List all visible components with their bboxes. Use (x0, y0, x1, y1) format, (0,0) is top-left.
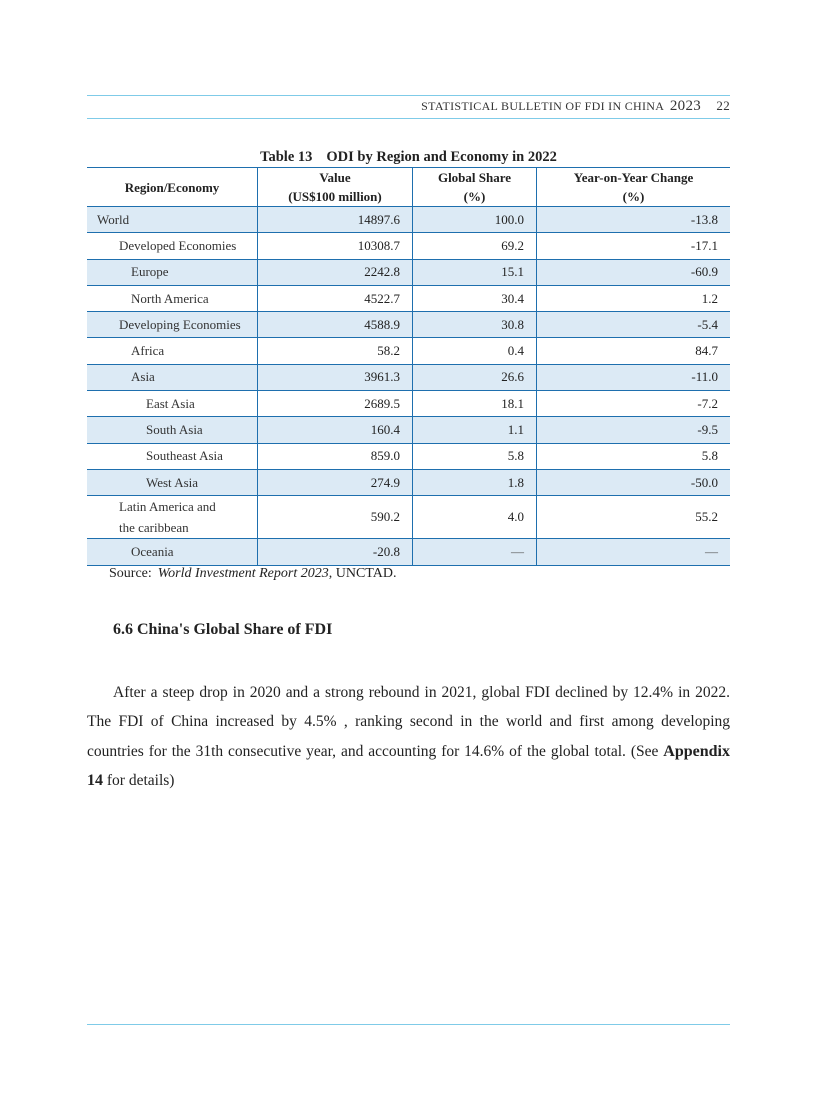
running-header (421, 98, 730, 115)
row-change: — (537, 539, 730, 565)
row-name: Oceania (87, 539, 258, 565)
table-row (87, 496, 730, 539)
paragraph-text: After a steep drop in 2020 and a strong rebound in 2021, global FDI declined by 12.4% in 2022. The FDI of China increased by 4.5% , ranking second in the world and first among developing countries for the 31th consecutive year, and accounting for 14.6% of the global total. (See (87, 683, 730, 760)
row-value: 160.4 (258, 417, 413, 443)
row-value: 274.9 (258, 469, 413, 495)
row-change: 55.2 (537, 496, 730, 539)
row-change: -11.0 (537, 364, 730, 390)
row-name: East Asia (87, 391, 258, 417)
row-value: 4588.9 (258, 312, 413, 338)
row-share: 30.4 (412, 285, 536, 311)
table-title (87, 149, 730, 166)
table-source (109, 566, 396, 582)
row-name-line1: Latin America and (119, 499, 216, 515)
row-change: -50.0 (537, 469, 730, 495)
appendix-reference: Appendix 14 (87, 742, 730, 789)
row-share: 4.0 (412, 496, 536, 539)
odi-table (87, 167, 730, 566)
table-row (87, 364, 730, 390)
column-header-change: Year-on-Year Change (537, 168, 730, 188)
row-value: 4522.7 (258, 285, 413, 311)
table-row (87, 259, 730, 285)
row-share: 0.4 (412, 338, 536, 364)
table-row (87, 312, 730, 338)
table-number: Table 13 (260, 149, 313, 165)
row-change: -17.1 (537, 233, 730, 259)
source-publisher: , UNCTAD. (328, 566, 397, 581)
table-row (87, 207, 730, 233)
row-change: 1.2 (537, 285, 730, 311)
row-name: Asia (87, 364, 258, 390)
section-heading: 6.6 China's Global Share of FDI (113, 621, 333, 638)
table-row (87, 338, 730, 364)
source-label: Source: (109, 566, 152, 581)
row-name: Developed Economies (87, 233, 258, 259)
header-year: 2023 (669, 98, 702, 114)
row-share: 26.6 (412, 364, 536, 390)
row-value: -20.8 (258, 539, 413, 565)
column-header-value-unit: (US$100 million) (258, 187, 413, 207)
paragraph-text-end: for details) (103, 772, 175, 789)
column-header-share: Global Share (412, 168, 536, 188)
row-value: 590.2 (258, 496, 413, 539)
row-name: West Asia (87, 469, 258, 495)
row-name: South Asia (87, 417, 258, 443)
table-row (87, 539, 730, 565)
row-name: Africa (87, 338, 258, 364)
column-header-region: Region/Economy (87, 168, 258, 207)
table-row (87, 391, 730, 417)
row-share: 5.8 (412, 443, 536, 469)
row-share: 1.1 (412, 417, 536, 443)
row-share: — (412, 539, 536, 565)
row-value: 2242.8 (258, 259, 413, 285)
row-name: Southeast Asia (87, 443, 258, 469)
body-paragraph (87, 678, 730, 796)
table-row (87, 469, 730, 495)
column-header-value: Value (258, 168, 413, 188)
table-row (87, 233, 730, 259)
row-share: 69.2 (412, 233, 536, 259)
row-share: 15.1 (412, 259, 536, 285)
header-title: STATISTICAL BULLETIN OF FDI IN CHINA (421, 99, 664, 113)
page-number: 22 (716, 98, 730, 113)
row-name: Developing Economies (87, 312, 258, 338)
column-header-change-unit: (%) (537, 187, 730, 207)
row-change: -60.9 (537, 259, 730, 285)
row-value: 10308.7 (258, 233, 413, 259)
header-rule-top (87, 95, 730, 96)
row-value: 2689.5 (258, 391, 413, 417)
row-change: -5.4 (537, 312, 730, 338)
table-row (87, 417, 730, 443)
row-share: 100.0 (412, 207, 536, 233)
row-value: 3961.3 (258, 364, 413, 390)
row-value: 14897.6 (258, 207, 413, 233)
source-publication: World Investment Report 2023 (157, 566, 329, 581)
header-rule-bottom (87, 118, 730, 119)
row-name (87, 496, 258, 539)
column-header-share-unit: (%) (412, 187, 536, 207)
row-name-line2: the caribbean (119, 520, 189, 536)
footer-rule (87, 1024, 730, 1025)
row-value: 58.2 (258, 338, 413, 364)
table-caption: ODI by Region and Economy in 2022 (326, 149, 557, 165)
row-change: -13.8 (537, 207, 730, 233)
row-share: 30.8 (412, 312, 536, 338)
row-share: 18.1 (412, 391, 536, 417)
table-row (87, 285, 730, 311)
table-row (87, 443, 730, 469)
row-change: 84.7 (537, 338, 730, 364)
row-change: -7.2 (537, 391, 730, 417)
row-change: 5.8 (537, 443, 730, 469)
row-share: 1.8 (412, 469, 536, 495)
row-name: World (87, 207, 258, 233)
row-change: -9.5 (537, 417, 730, 443)
row-name: North America (87, 285, 258, 311)
row-name: Europe (87, 259, 258, 285)
row-value: 859.0 (258, 443, 413, 469)
